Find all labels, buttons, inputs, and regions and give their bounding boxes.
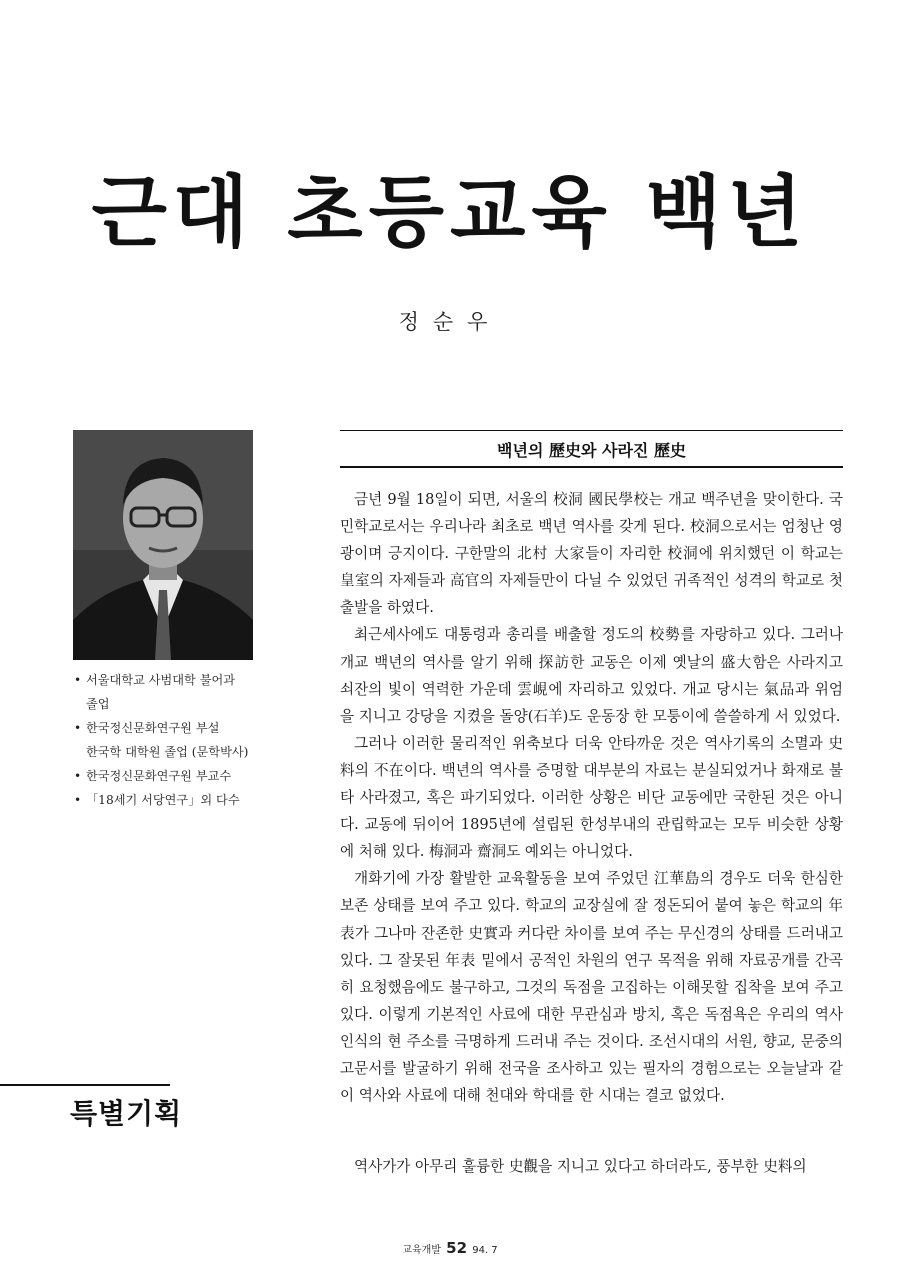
page-footer [0, 1239, 900, 1257]
bio-item: • 「18세기 서당연구」외 다수 [74, 793, 240, 807]
body-paragraph: 최근세사에도 대통령과 총리를 배출할 정도의 校勢를 자랑하고 있다. 그러나 개교 백년의 역사를 알기 위해 探訪한 교동은 이제 옛날의 盛大함은 사라지고 쇠잔의 빛이 역력한 가운데 雲峴에 자리하고 있었다. 개교 당시는 氣品과 위엄을 지니고 강당을 지켰을 돌양(石羊)도 운동장 한 모퉁이에 쓸쓸하게 서 있었다. [340, 626, 843, 725]
body-paragraph: 그러나 이러한 물리적인 위축보다 더욱 안타까운 것은 역사기록의 소멸과 史料의 不在이다. 백년의 역사를 증명할 대부분의 자료는 분실되었거나 화재로 불타 사라졌고, 혹은 파기되었다. 이러한 상황은 비단 교동에만 국한된 것은 아니다. 교동에 뒤이어 1895년에 설립된 한성부내의 관립학교는 모두 비슷한 상황에 처해 있다. 梅洞과 齋洞도 예외는 아니었다. [340, 734, 843, 861]
article-body [340, 486, 843, 1109]
body-paragraph: 금년 9월 18일이 되면, 서울의 校洞 國民學校는 개교 백주년을 맞이한다. 국민학교로서는 우리나라 최초로 백년 역사를 갖게 된다. 校洞으로서는 엄청난 영광이며 긍지이다. 구한말의 北村 大家들이 자리한 校洞에 위치했던 이 학교는 皇室의 자제들과 高官의 자제들만이 다닐 수 있었던 귀족적인 성격의 학교로 첫 출발을 하였다. [340, 491, 843, 617]
author-bio [74, 668, 274, 812]
section-rule-bottom [340, 466, 843, 468]
bio-item: • 한국정신문화연구원 부교수 [74, 769, 232, 783]
author-portrait-image [73, 430, 253, 660]
article-title: 근대 초등교육 백년 [91, 168, 809, 258]
section-rule-top [340, 430, 843, 431]
special-feature-label: 특별기획 [70, 1097, 183, 1130]
author-name: 정순우 [398, 310, 502, 334]
author-photo [73, 430, 253, 660]
section-title: 백년의 歷史와 사라진 歷史 [497, 441, 686, 460]
bio-item: • 한국정신문화연구원 부설 한국학 대학원 졸업 (문학박사) [74, 721, 249, 759]
bio-item: • 서울대학교 사범대학 불어과 졸업 [74, 673, 236, 711]
body-paragraph: 개화기에 가장 활발한 교육활동을 보여 주었던 江華島의 경우도 더욱 한심한 보존 상태를 보여 주고 있다. 학교의 교장실에 잘 정돈되어 붙여 놓은 학교의 年表가 그나마 잔존한 史實과 커다란 차이를 보여 주는 무신경의 상태를 드러내고 있다. 그 잘못된 年表 밑에서 공적인 차원의 연구 목적을 위해 자료공개를 간곡히 요청했음에도 불구하고, 그것의 독점을 고집하는 이해못할 집착을 보여 주고 있다. 이렇게 기본적인 사료에 대한 무관심과 방치, 혹은 독점욕은 우리의 역사인식의 현 주소를 극명하게 드러내 주는 것이다. 조선시대의 서원, 향교, 문중의 고문서를 발굴하기 위해 전국을 조사하고 있는 필자의 경험으로는 오늘날과 같이 역사와 사료에 대해 천대와 학대를 한 시대는 결코 없었다. [340, 870, 843, 1105]
page-number: 52 [446, 1239, 468, 1257]
special-label-rule [0, 1084, 170, 1086]
body-paragraph-continued: 역사가가 아무리 훌륭한 史觀을 지니고 있다고 하더라도, 풍부한 史料의 [354, 1158, 807, 1175]
magazine-name: 교육개발 [402, 1245, 441, 1256]
issue-date: 94. 7 [472, 1245, 498, 1256]
